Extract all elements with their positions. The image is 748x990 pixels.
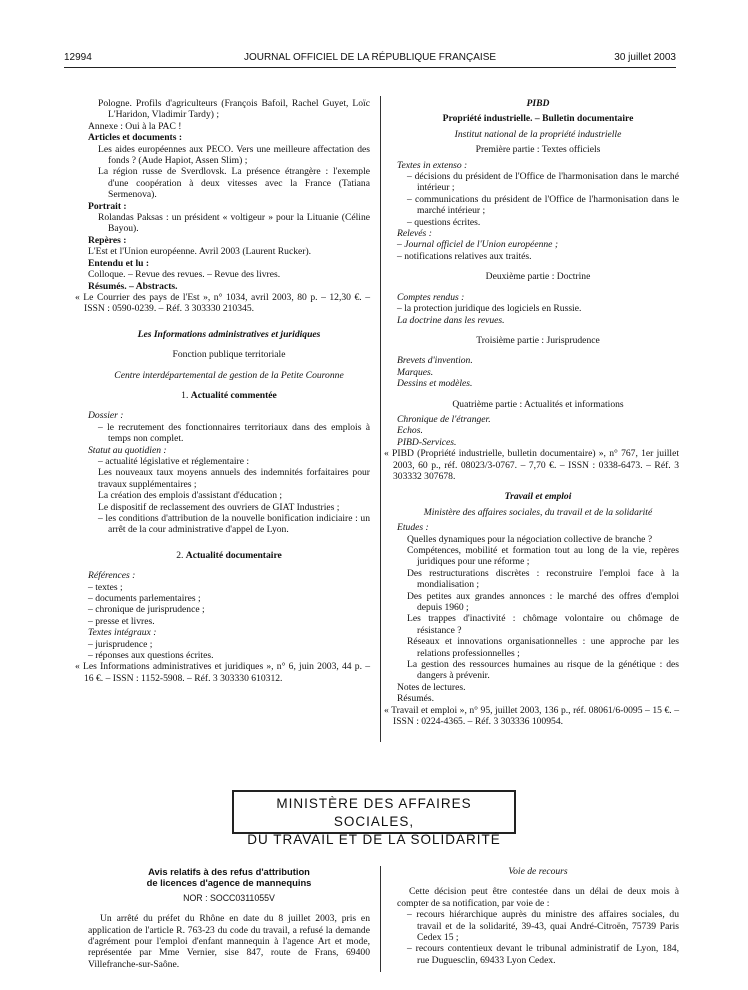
left-column [75,98,370,684]
list-item: Des petites aux grandes annonces : le marché des offres d'emploi depuis 1960 ; [407,590,679,614]
text-line: Les aides européennes aux PECO. Vers une meilleure affectation des fonds ? (Aude Hapiot, Assen Slim) ; [98,143,370,167]
ministry-banner [232,790,516,847]
section-heading: Entendu et lu : [88,257,150,269]
publication-reference: « Travail et emploi », n° 95, juillet 2003, 136 p., réf. 08061/6-0095 – 15 €. – ISSN : 0224-4365. – Réf. 3 303336 100954. [384,704,679,728]
list-item: Brevets d'invention. [397,355,473,367]
list-item: Résumés. [397,693,435,705]
publisher: Ministère des affaires sociales, du travail et de la solidarité [423,506,653,518]
banner-line: DU TRAVAIL ET DE LA SOLIDARITÉ [247,832,501,847]
publication-reference: « Le Courrier des pays de l'Est », n° 1034, avril 2003, 80 p. – 12,30 €. – ISSN : 0590-0239. – Réf. 3 303330 210345. [75,291,370,315]
list-item: Les nouveaux taux moyens annuels des indemnités forfaitaires pour travaux supplémentaires ; [98,467,370,490]
notice-title: Voie de recours [508,866,568,877]
list-item: Quelles dynamiques pour la négociation collective de branche ? [407,533,653,545]
publication-title: Travail et emploi [504,491,572,503]
list-item: – actualité législative et réglementaire : [98,455,250,467]
notice-right [397,866,679,966]
subheading: Comptes rendus : [397,291,465,303]
list-item: – documents parlementaires ; [88,593,201,605]
subheading: Relevés : [397,228,432,240]
part-heading: Quatrième partie : Actualités et informations [452,398,624,410]
list-item: La création des emplois d'assistant d'éducation ; [98,490,283,502]
list-item: Dessins et modèles. [397,378,473,390]
section-heading: Résumés. – Abstracts. [88,280,178,292]
list-item: Réseaux et innovations organisationnelles : une approche par les relations professionnelles ; [407,636,679,659]
list-item: – recours contentieux devant le tribunal administratif de Lyon, 184, rue Duguesclin, 69433 Lyon Cedex. [407,943,679,966]
text-line: Pologne. Profils d'agriculteurs (François Bafoil, Rachel Guyet, Loïc L'Haridon, Vladimir Tardy) ; [98,98,370,121]
nor-reference: NOR : SOCC0311055V [183,892,275,903]
publication-reference: « Les Informations administratives et juridiques », n° 6, juin 2003, 44 p. – 16 €. – ISSN : 1152-5908. – Réf. 3 303330 610312. [75,661,370,684]
list-item: – le recrutement des fonctionnaires territoriaux dans des emplois à temps non complet. [98,421,370,445]
list-item: – communications du président de l'Office de l'harmonisation dans le marché intérieur ; [407,193,679,217]
page-number: 12994 [64,52,92,63]
notice-left [88,866,370,970]
part-heading: 1. Actualité commentée [181,389,277,401]
publication-title: Les Informations administratives et juridiques [137,328,321,340]
list-item: – les conditions d'attribution de la nouvelle bonification indiciaire : un arrêt de la cour administrative d'appel de Lyon. [98,513,370,536]
text-line: La région russe de Sverdlovsk. La présence étrangère : l'exemple d'une coopération à deux vitesses avec la France (Tatiana Sermenova). [98,166,370,201]
list-item: La doctrine dans les revues. [397,314,505,326]
banner-line: MINISTÈRE DES AFFAIRES SOCIALES, [276,796,472,829]
issue-date: 30 juillet 2003 [614,52,676,63]
subheading: Références : [88,570,136,582]
list-item: Compétences, mobilité et formation tout au long de la vie, repères juridiques pour une réforme ; [407,545,679,568]
subheading: Textes in extenso : [397,159,468,171]
part-heading: 2. Actualité documentaire [176,549,282,561]
section-heading: Repères : [88,234,127,246]
publication-subtitle: Propriété industrielle. – Bulletin documentaire [442,113,634,125]
list-item: – réponses aux questions écrites. [88,650,214,662]
list-item: – notifications relatives aux traités. [397,250,532,262]
notice-body: Un arrêté du préfet du Rhône en date du 8 juillet 2003, pris en application de l'article R. 763-23 du code du travail, a refusé la demande d'agrément pour l'emploi d'enfant mannequin à l'agence Art et mode, représentée par Mme Vernier, sise 847, route de Frans, 69400 Villefranche-sur-Saône. [88,913,370,970]
page-header [64,52,676,66]
header-rule [64,67,676,68]
list-item: – la protection juridique des logiciels en Russie. [397,303,582,315]
notice-title: de licences d'agence de mannequins [146,877,312,889]
publisher: Institut national de la propriété industrielle [454,128,622,140]
column-divider [380,96,381,742]
list-item: Echos. [397,425,423,437]
text-line: Annexe : Oui à la PAC ! [88,120,182,132]
part-heading: Troisième partie : Jurisprudence [476,334,600,346]
text-line: Colloque. – Revue des revues. – Revue des livres. [88,269,281,281]
list-item: Chronique de l'étranger. [397,413,491,425]
list-item: Les trappes d'inactivité : chômage volontaire ou chômage de résistance ? [407,613,679,636]
list-item: – chronique de jurisprudence ; [88,604,205,616]
list-item: – recours hiérarchique auprès du ministre des affaires sociales, du travail et de la solidarité, 39-43, quai André-Citroën, 75739 Paris Cedex 15 ; [407,909,679,944]
list-item: – décisions du président de l'Office de l'harmonisation dans le marché intérieur ; [407,171,679,194]
subheading: Textes intégraux : [88,627,157,639]
subheading: Statut au quotidien : [88,444,167,456]
list-item: Marques. [397,366,434,378]
part-heading: Première partie : Textes officiels [475,144,601,156]
notice-title: Avis relatifs à des refus d'attribution [148,866,310,877]
part-heading: Deuxième partie : Doctrine [485,271,591,283]
list-item: PIBD-Services. [397,436,457,448]
list-item: Des restructurations discrètes : reconstruire l'emploi face à la mondialisation ; [407,567,679,591]
list-item: La gestion des ressources humaines au risque de la génétique : des dangers à prévenir. [407,659,679,682]
right-column [384,98,679,728]
list-item: Le dispositif de reclassement des ouvriers de GIAT Industries ; [98,501,340,513]
journal-title: JOURNAL OFFICIEL DE LA RÉPUBLIQUE FRANÇAISE [243,52,497,63]
column-divider [380,866,381,972]
notice-body: Cette décision peut être contestée dans un délai de deux mois à compter de sa notification, par voie de : [397,886,679,909]
publication-reference: « PIBD (Propriété industrielle, bulletin documentaire) », n° 767, 1er juillet 2003, 60 p., réf. 08023/3-0767. – 7,70 €. – ISSN : 0338-6473. – Réf. 3 303332 307678. [384,448,679,482]
text-line: L'Est et l'Union européenne. Avril 2003 (Laurent Rucker). [88,246,312,258]
publication-title: PIBD [526,98,550,109]
section-heading: Portrait : [88,200,127,212]
subheading: Etudes : [397,522,429,534]
list-item: Notes de lectures. [397,681,466,693]
section-heading: Articles et documents : [88,132,183,144]
list-item: – presse et livres. [88,615,155,627]
publisher: Centre interdépartemental de gestion de la Petite Couronne [114,369,344,381]
list-item: – jurisprudence ; [88,638,153,650]
subheading: Dossier : [88,410,124,422]
text-line: Rolandas Paksas : un président « voltigeur » pour la Lituanie (Céline Bayou). [98,212,370,235]
list-item: – textes ; [88,581,123,593]
list-item: – questions écrites. [407,216,481,228]
publication-subtitle: Fonction publique territoriale [172,349,286,361]
list-item: – Journal officiel de l'Union européenne ; [397,239,559,251]
